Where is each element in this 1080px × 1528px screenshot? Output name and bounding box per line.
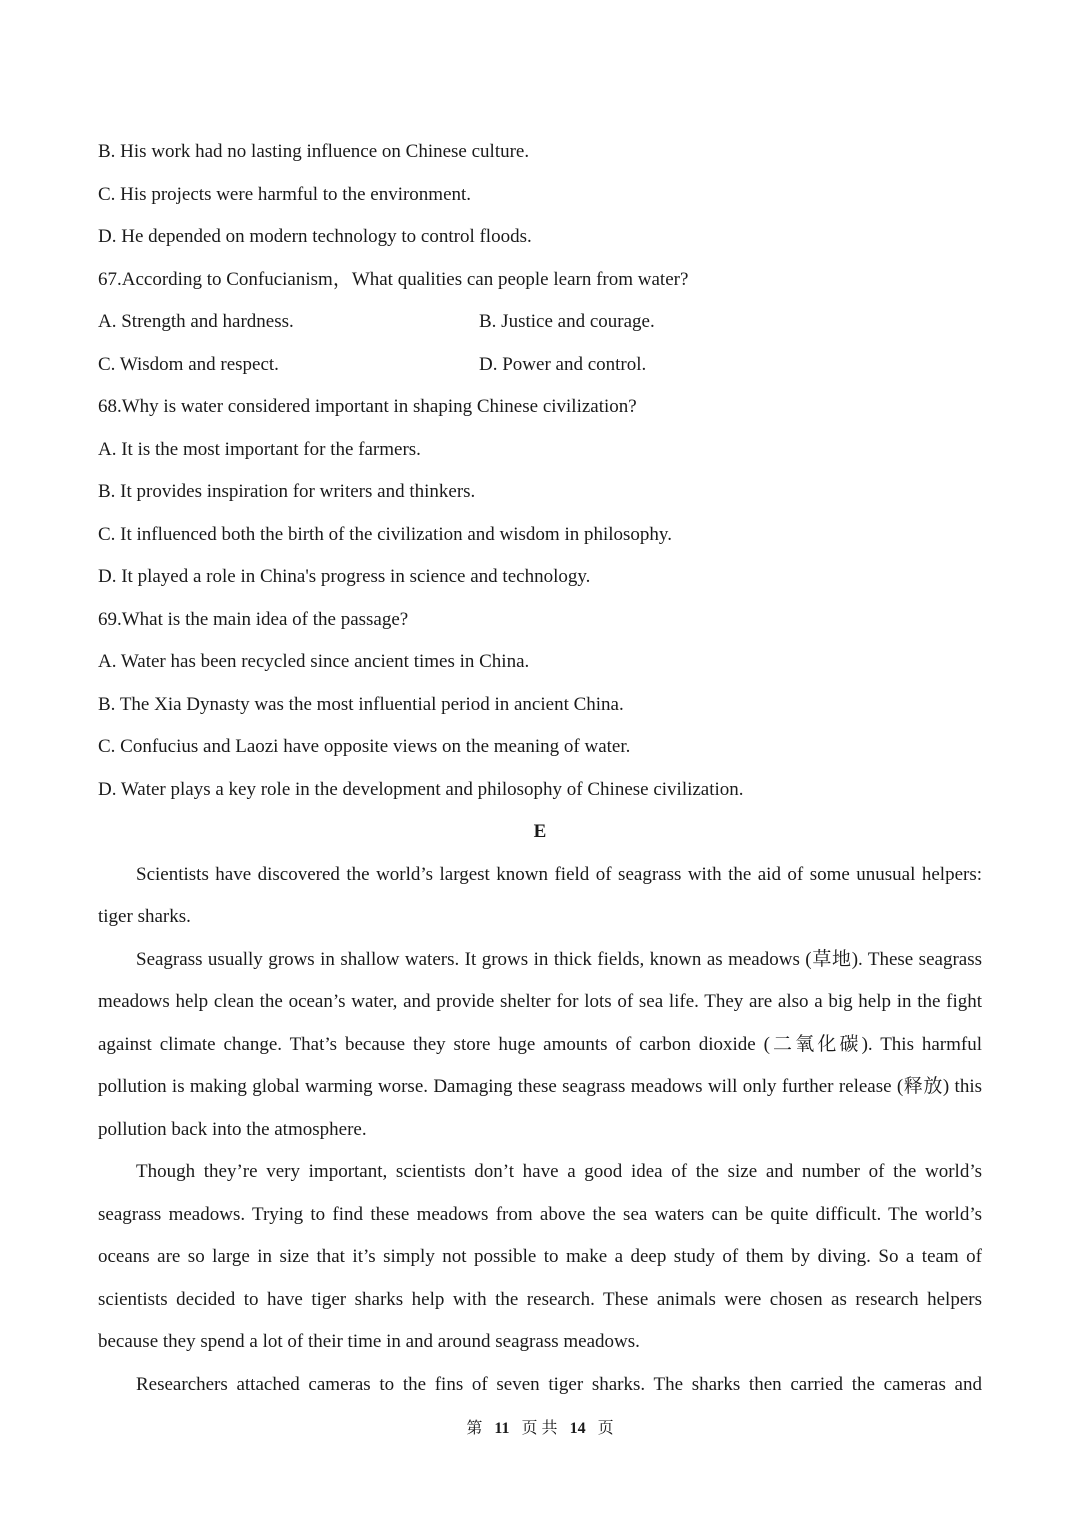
total-pages: 14 bbox=[569, 1420, 586, 1437]
question-69-option-b: B. The Xia Dynasty was the most influential period in ancient China. bbox=[98, 693, 624, 715]
question-67-options-row-1 bbox=[98, 301, 982, 344]
question-69-stem: 69.What is the main idea of the passage? bbox=[98, 608, 409, 630]
question-67-options-row-2 bbox=[98, 344, 982, 387]
passage-line: seagrass meadows. Trying to find these meadows from above the sea waters can be quite difficult. The world’s bbox=[98, 1203, 982, 1225]
question-68-option-c: C. It influenced both the birth of the civilization and wisdom in philosophy. bbox=[98, 523, 672, 545]
question-67-option-c: C. Wisdom and respect. bbox=[98, 353, 279, 375]
footer-suffix: 页 bbox=[597, 1420, 614, 1437]
passage-line: Scientists have discovered the world’s largest known field of seagrass with the aid of some unusual helpers: bbox=[136, 863, 982, 885]
passage-heading: E bbox=[533, 821, 547, 842]
passage-line: oceans are so large in size that it’s simply not possible to make a deep study of them by diving. So a team of bbox=[98, 1246, 982, 1267]
question-67-option-b: B. Justice and courage. bbox=[479, 311, 655, 332]
passage-line: Researchers attached cameras to the fins of seven tiger sharks. The sharks then carried the cameras and bbox=[136, 1373, 982, 1395]
question-67-option-d: D. Power and control. bbox=[479, 353, 647, 375]
question-68-option-b: B. It provides inspiration for writers and thinkers. bbox=[98, 481, 476, 502]
question-68-option-d: D. It played a role in China's progress in science and technology. bbox=[98, 566, 591, 587]
option-b: B. His work had no lasting influence on Chinese culture. bbox=[98, 141, 530, 162]
passage-line: Though they’re very important, scientists don’t have a good idea of the size and number of the world’s bbox=[136, 1161, 982, 1182]
passage-line: pollution back into the atmosphere. bbox=[98, 1118, 367, 1140]
question-68-option-a: A. It is the most important for the farmers. bbox=[98, 438, 421, 460]
question-69-option-a: A. Water has been recycled since ancient times in China. bbox=[98, 651, 530, 672]
page-content bbox=[98, 131, 982, 1406]
option-d: D. He depended on modern technology to control floods. bbox=[98, 226, 532, 247]
passage-line: pollution is making global warming worse. Damaging these seagrass meadows will only further release (释放) this bbox=[98, 1076, 982, 1097]
footer-prefix: 第 bbox=[466, 1420, 483, 1437]
question-68-stem: 68.Why is water considered important in shaping Chinese civilization? bbox=[98, 396, 637, 417]
page-footer bbox=[0, 1418, 1080, 1440]
option-c: C. His projects were harmful to the environment. bbox=[98, 183, 472, 205]
footer-middle: 页 共 bbox=[521, 1420, 558, 1437]
page-number: 11 bbox=[494, 1420, 510, 1437]
passage-line: against climate change. That’s because they store huge amounts of carbon dioxide (二氧化碳). This harmful bbox=[98, 1033, 982, 1055]
question-69-option-c: C. Confucius and Laozi have opposite views on the meaning of water. bbox=[98, 736, 631, 757]
question-67-option-a: A. Strength and hardness. bbox=[98, 311, 294, 332]
passage-line: meadows help clean the ocean’s water, and provide shelter for lots of sea life. They are also a big help in the fight bbox=[98, 991, 982, 1012]
question-69-option-d: D. Water plays a key role in the development and philosophy of Chinese civilization. bbox=[98, 778, 744, 800]
passage-line: tiger sharks. bbox=[98, 906, 191, 927]
passage-line: because they spend a lot of their time in and around seagrass meadows. bbox=[98, 1331, 640, 1352]
passage-line: Seagrass usually grows in shallow waters. It grows in thick fields, known as meadows (草地). These seagrass bbox=[136, 948, 982, 970]
question-67-stem: 67.According to Confucianism，What qualities can people learn from water? bbox=[98, 268, 689, 290]
passage-line: scientists decided to have tiger sharks help with the research. These animals were chosen as research helpers bbox=[98, 1288, 982, 1310]
